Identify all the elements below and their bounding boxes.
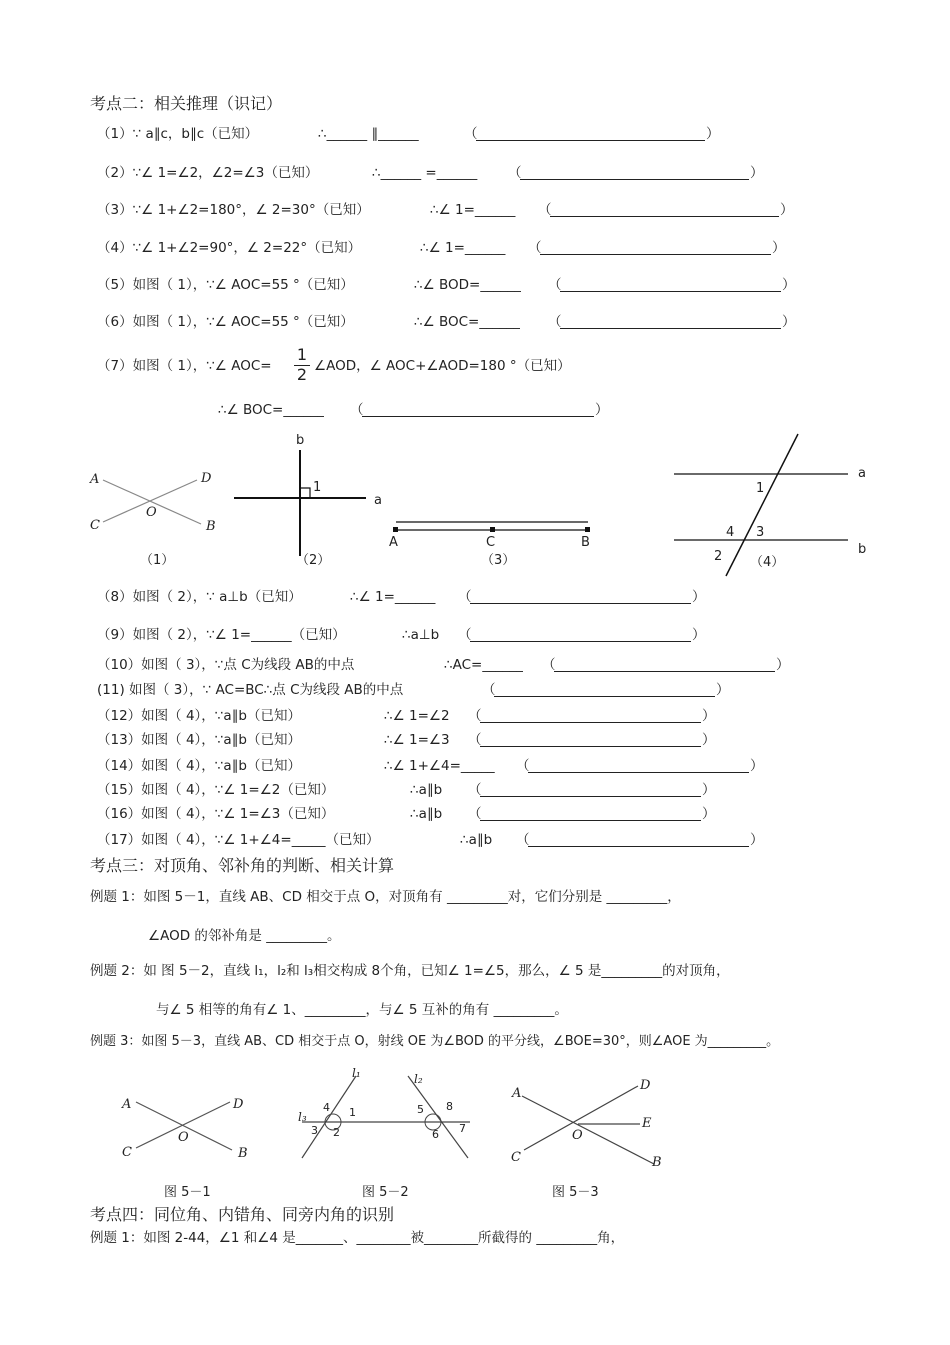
fig4-label-2: 2	[714, 549, 723, 564]
item-open-paren: （	[468, 806, 482, 822]
fig51-label-C: C	[122, 1145, 132, 1160]
figure-5-3	[516, 1078, 656, 1170]
item-open-paren: （	[458, 589, 472, 605]
item-conclusion: ∴∠ BOD=______	[414, 277, 521, 293]
item-answer-blank[interactable]	[540, 242, 771, 255]
item-close-paren: ）	[750, 832, 764, 848]
example1-line1: 例题 1：如图 5－1，直线 AB、CD 相交于点 O，对顶角有 _________对，它们分别是 _________，	[90, 889, 681, 905]
item-conclusion: ∴∠ 1=______	[350, 589, 436, 605]
item-premise: （9）如图（ 2），∵∠ 1=______（已知）	[97, 627, 346, 643]
item-premise: （10）如图（ 3），∵点 C为线段 AB的中点	[97, 657, 355, 673]
item-close-paren: ）	[750, 165, 764, 181]
item-answer-blank[interactable]	[494, 684, 715, 697]
item-close-paren: ）	[716, 682, 730, 698]
item-close-paren: ）	[776, 657, 790, 673]
item-answer-blank[interactable]	[476, 128, 705, 141]
fig51-label-A: A	[122, 1097, 132, 1112]
item-premise: （6）如图（ 1），∵∠ AOC=55 °（已知）	[97, 314, 354, 330]
section2-title: 考点二：相关推理（识记）	[90, 94, 283, 113]
fig2-label-1: 1	[313, 480, 322, 495]
fig1-caption: （1）	[140, 553, 175, 568]
fig4-label-a: a	[858, 466, 866, 481]
item-conclusion: ∴a∥b	[460, 832, 493, 848]
figure-5-2	[296, 1070, 476, 1162]
item-premise: （3）∵∠ 1+∠2=180°，∠ 2=30°（已知）	[97, 202, 370, 218]
fraction-num: 1	[296, 345, 308, 364]
figure-1	[95, 472, 215, 532]
fig51-label-B: B	[238, 1146, 248, 1161]
item-answer-blank[interactable]	[480, 710, 701, 723]
fig53-label-B: B	[652, 1155, 662, 1170]
fig52-label-4: 4	[323, 1101, 330, 1114]
item-premise: （2）∵∠ 1=∠2，∠2=∠3（已知）	[97, 165, 319, 181]
fig4-label-1: 1	[756, 481, 765, 496]
fig4-caption: （4）	[750, 555, 785, 570]
item-answer-blank[interactable]	[528, 834, 749, 847]
item7-answer-blank[interactable]	[362, 404, 594, 417]
section4-title: 考点四：同位角、内错角、同旁内角的识别	[90, 1205, 395, 1224]
item-premise: （4）∵∠ 1+∠2=90°，∠ 2=22°（已知）	[97, 240, 362, 256]
item-open-paren: （	[516, 832, 530, 848]
item-answer-blank[interactable]	[554, 659, 775, 672]
item-answer-blank[interactable]	[470, 629, 691, 642]
fig3-label-A: A	[389, 535, 398, 550]
item-answer-blank[interactable]	[520, 167, 749, 180]
item-answer-blank[interactable]	[470, 591, 691, 604]
fig53-label-O: O	[572, 1128, 583, 1143]
item-close-paren: ）	[782, 314, 796, 330]
item-open-paren: （	[468, 708, 482, 724]
fig52-label-2: 2	[333, 1126, 340, 1139]
item-premise: （16）如图（ 4），∵∠ 1=∠3（已知）	[97, 806, 335, 822]
item7-open-paren: （	[350, 402, 364, 418]
item-open-paren: （	[482, 682, 496, 698]
fig51-caption: 图 5－1	[164, 1185, 211, 1200]
item-answer-blank[interactable]	[550, 204, 779, 217]
fig1-label-D: D	[201, 471, 212, 486]
item-close-paren: ）	[706, 126, 720, 142]
item-open-paren: （	[542, 657, 556, 673]
item-close-paren: ）	[750, 758, 764, 774]
item-open-paren: （	[468, 782, 482, 798]
fig3-label-B: B	[581, 535, 590, 550]
item-answer-blank[interactable]	[480, 784, 701, 797]
item-premise: （14）如图（ 4），∵a∥b（已知）	[97, 758, 301, 774]
item-answer-blank[interactable]	[560, 316, 781, 329]
item-open-paren: （	[468, 732, 482, 748]
item-open-paren: （	[464, 126, 478, 142]
item7-post: ∠AOD，∠ AOC+∠AOD=180 °（已知）	[314, 358, 571, 374]
fig2-label-a: a	[374, 493, 382, 508]
item-close-paren: ）	[702, 806, 716, 822]
item-answer-blank[interactable]	[480, 808, 701, 821]
item7-close-paren: ）	[595, 402, 609, 418]
item-close-paren: ）	[692, 627, 706, 643]
item-close-paren: ）	[772, 240, 786, 256]
section3-title: 考点三：对顶角、邻补角的判断、相关计算	[90, 856, 395, 875]
item-premise: （5）如图（ 1），∵∠ AOC=55 °（已知）	[97, 277, 354, 293]
fig3-caption: （3）	[481, 553, 516, 568]
fig4-label-b: b	[858, 542, 867, 557]
fig52-label-l3: l₃	[298, 1110, 307, 1124]
fig1-label-O: O	[146, 505, 157, 520]
item-open-paren: （	[528, 240, 542, 256]
fig53-label-D: D	[640, 1078, 651, 1093]
fig53-caption: 图 5－3	[552, 1185, 599, 1200]
item-premise: （1）∵ a∥c，b∥c（已知）	[97, 126, 259, 142]
item-answer-blank[interactable]	[560, 279, 781, 292]
fig53-label-C: C	[511, 1150, 521, 1165]
item-conclusion: ∴______ =______	[372, 165, 478, 181]
item-open-paren: （	[458, 627, 472, 643]
example1-line2: ∠AOD 的邻补角是 _________。	[148, 928, 341, 944]
fig4-label-3: 3	[756, 525, 765, 540]
item-premise: （15）如图（ 4），∵∠ 1=∠2（已知）	[97, 782, 335, 798]
fraction	[294, 346, 310, 384]
fig4-label-4: 4	[726, 525, 735, 540]
fraction-den: 2	[294, 365, 310, 384]
item-conclusion: ∴∠ 1=______	[430, 202, 516, 218]
fig53-label-E: E	[642, 1116, 652, 1131]
fig1-label-B: B	[206, 519, 216, 534]
item-conclusion: ∴∠ 1=∠2	[384, 708, 450, 724]
item-close-paren: ）	[780, 202, 794, 218]
item7-pre: （7）如图（ 1），∵∠ AOC=	[97, 358, 272, 374]
item-open-paren: （	[548, 277, 562, 293]
item-open-paren: （	[516, 758, 530, 774]
item-conclusion: ∴∠ 1=∠3	[384, 732, 450, 748]
section4-example1: 例题 1：如图 2-44，∠1 和∠4 是_______、________被________所截得的 _________角，	[90, 1230, 625, 1246]
fig1-label-A: A	[90, 472, 100, 487]
item-conclusion: ∴∠ BOC=______	[414, 314, 520, 330]
item-close-paren: ）	[702, 732, 716, 748]
fig52-label-6: 6	[432, 1128, 439, 1141]
fig52-label-8: 8	[446, 1100, 453, 1113]
fig52-label-l1: l₁	[352, 1066, 361, 1080]
item-open-paren: （	[508, 165, 522, 181]
item-close-paren: ）	[702, 708, 716, 724]
item-conclusion: ∴a∥b	[410, 782, 443, 798]
fig2-label-b: b	[296, 433, 305, 448]
fig52-caption: 图 5－2	[362, 1185, 409, 1200]
example3-line: 例题 3：如图 5－3，直线 AB、CD 相交于点 O，射线 OE 为∠BOD 的平分线，∠BOE=30°，则∠AOE 为_________。	[90, 1034, 780, 1049]
fig1-label-C: C	[90, 518, 100, 533]
item-answer-blank[interactable]	[528, 760, 749, 773]
fig53-label-A: A	[512, 1086, 522, 1101]
example2-line1: 例题 2：如 图 5－2，直线 l₁，l₂和 l₃相交构成 8个角，已知∠ 1=∠5，那么，∠ 5 是_________的对顶角，	[90, 963, 730, 979]
item-conclusion: ∴a⊥b	[402, 627, 440, 643]
example2-line2: 与∠ 5 相等的角有∠ 1、_________，与∠ 5 互补的角有 _________。	[156, 1002, 568, 1018]
item-conclusion: ∴∠ 1+∠4=_____	[384, 758, 495, 774]
fig52-label-l2: l₂	[414, 1072, 423, 1086]
figure-2	[232, 448, 372, 558]
item-premise: （8）如图（ 2），∵ a⊥b（已知）	[97, 589, 302, 605]
item-conclusion: ∴______ ∥______	[318, 126, 419, 142]
item-close-paren: ）	[702, 782, 716, 798]
item7-conclusion: ∴∠ BOC=______	[218, 402, 324, 418]
fig3-label-C: C	[486, 535, 496, 550]
item-conclusion: ∴∠ 1=______	[420, 240, 506, 256]
fig52-label-3: 3	[311, 1124, 318, 1137]
item-conclusion: ∴AC=______	[444, 657, 523, 673]
fig2-caption: （2）	[296, 553, 331, 568]
fig52-label-5: 5	[417, 1103, 424, 1116]
fig52-label-1: 1	[349, 1106, 356, 1119]
item-open-paren: （	[538, 202, 552, 218]
fig51-label-D: D	[233, 1097, 244, 1112]
fig51-label-O: O	[178, 1130, 189, 1145]
figure-5-1	[132, 1094, 237, 1158]
item-open-paren: （	[548, 314, 562, 330]
item-premise: （17）如图（ 4），∵∠ 1+∠4=_____（已知）	[97, 832, 380, 848]
item-premise: （13）如图（ 4），∵a∥b（已知）	[97, 732, 301, 748]
fig52-label-7: 7	[459, 1122, 466, 1135]
item-conclusion: ∴a∥b	[410, 806, 443, 822]
item-answer-blank[interactable]	[480, 734, 701, 747]
item-premise: （12）如图（ 4），∵a∥b（已知）	[97, 708, 301, 724]
item-close-paren: ）	[782, 277, 796, 293]
item-premise: (11) 如图（ 3），∵ AC=BC∴点 C为线段 AB的中点	[97, 682, 404, 698]
item-close-paren: ）	[692, 589, 706, 605]
